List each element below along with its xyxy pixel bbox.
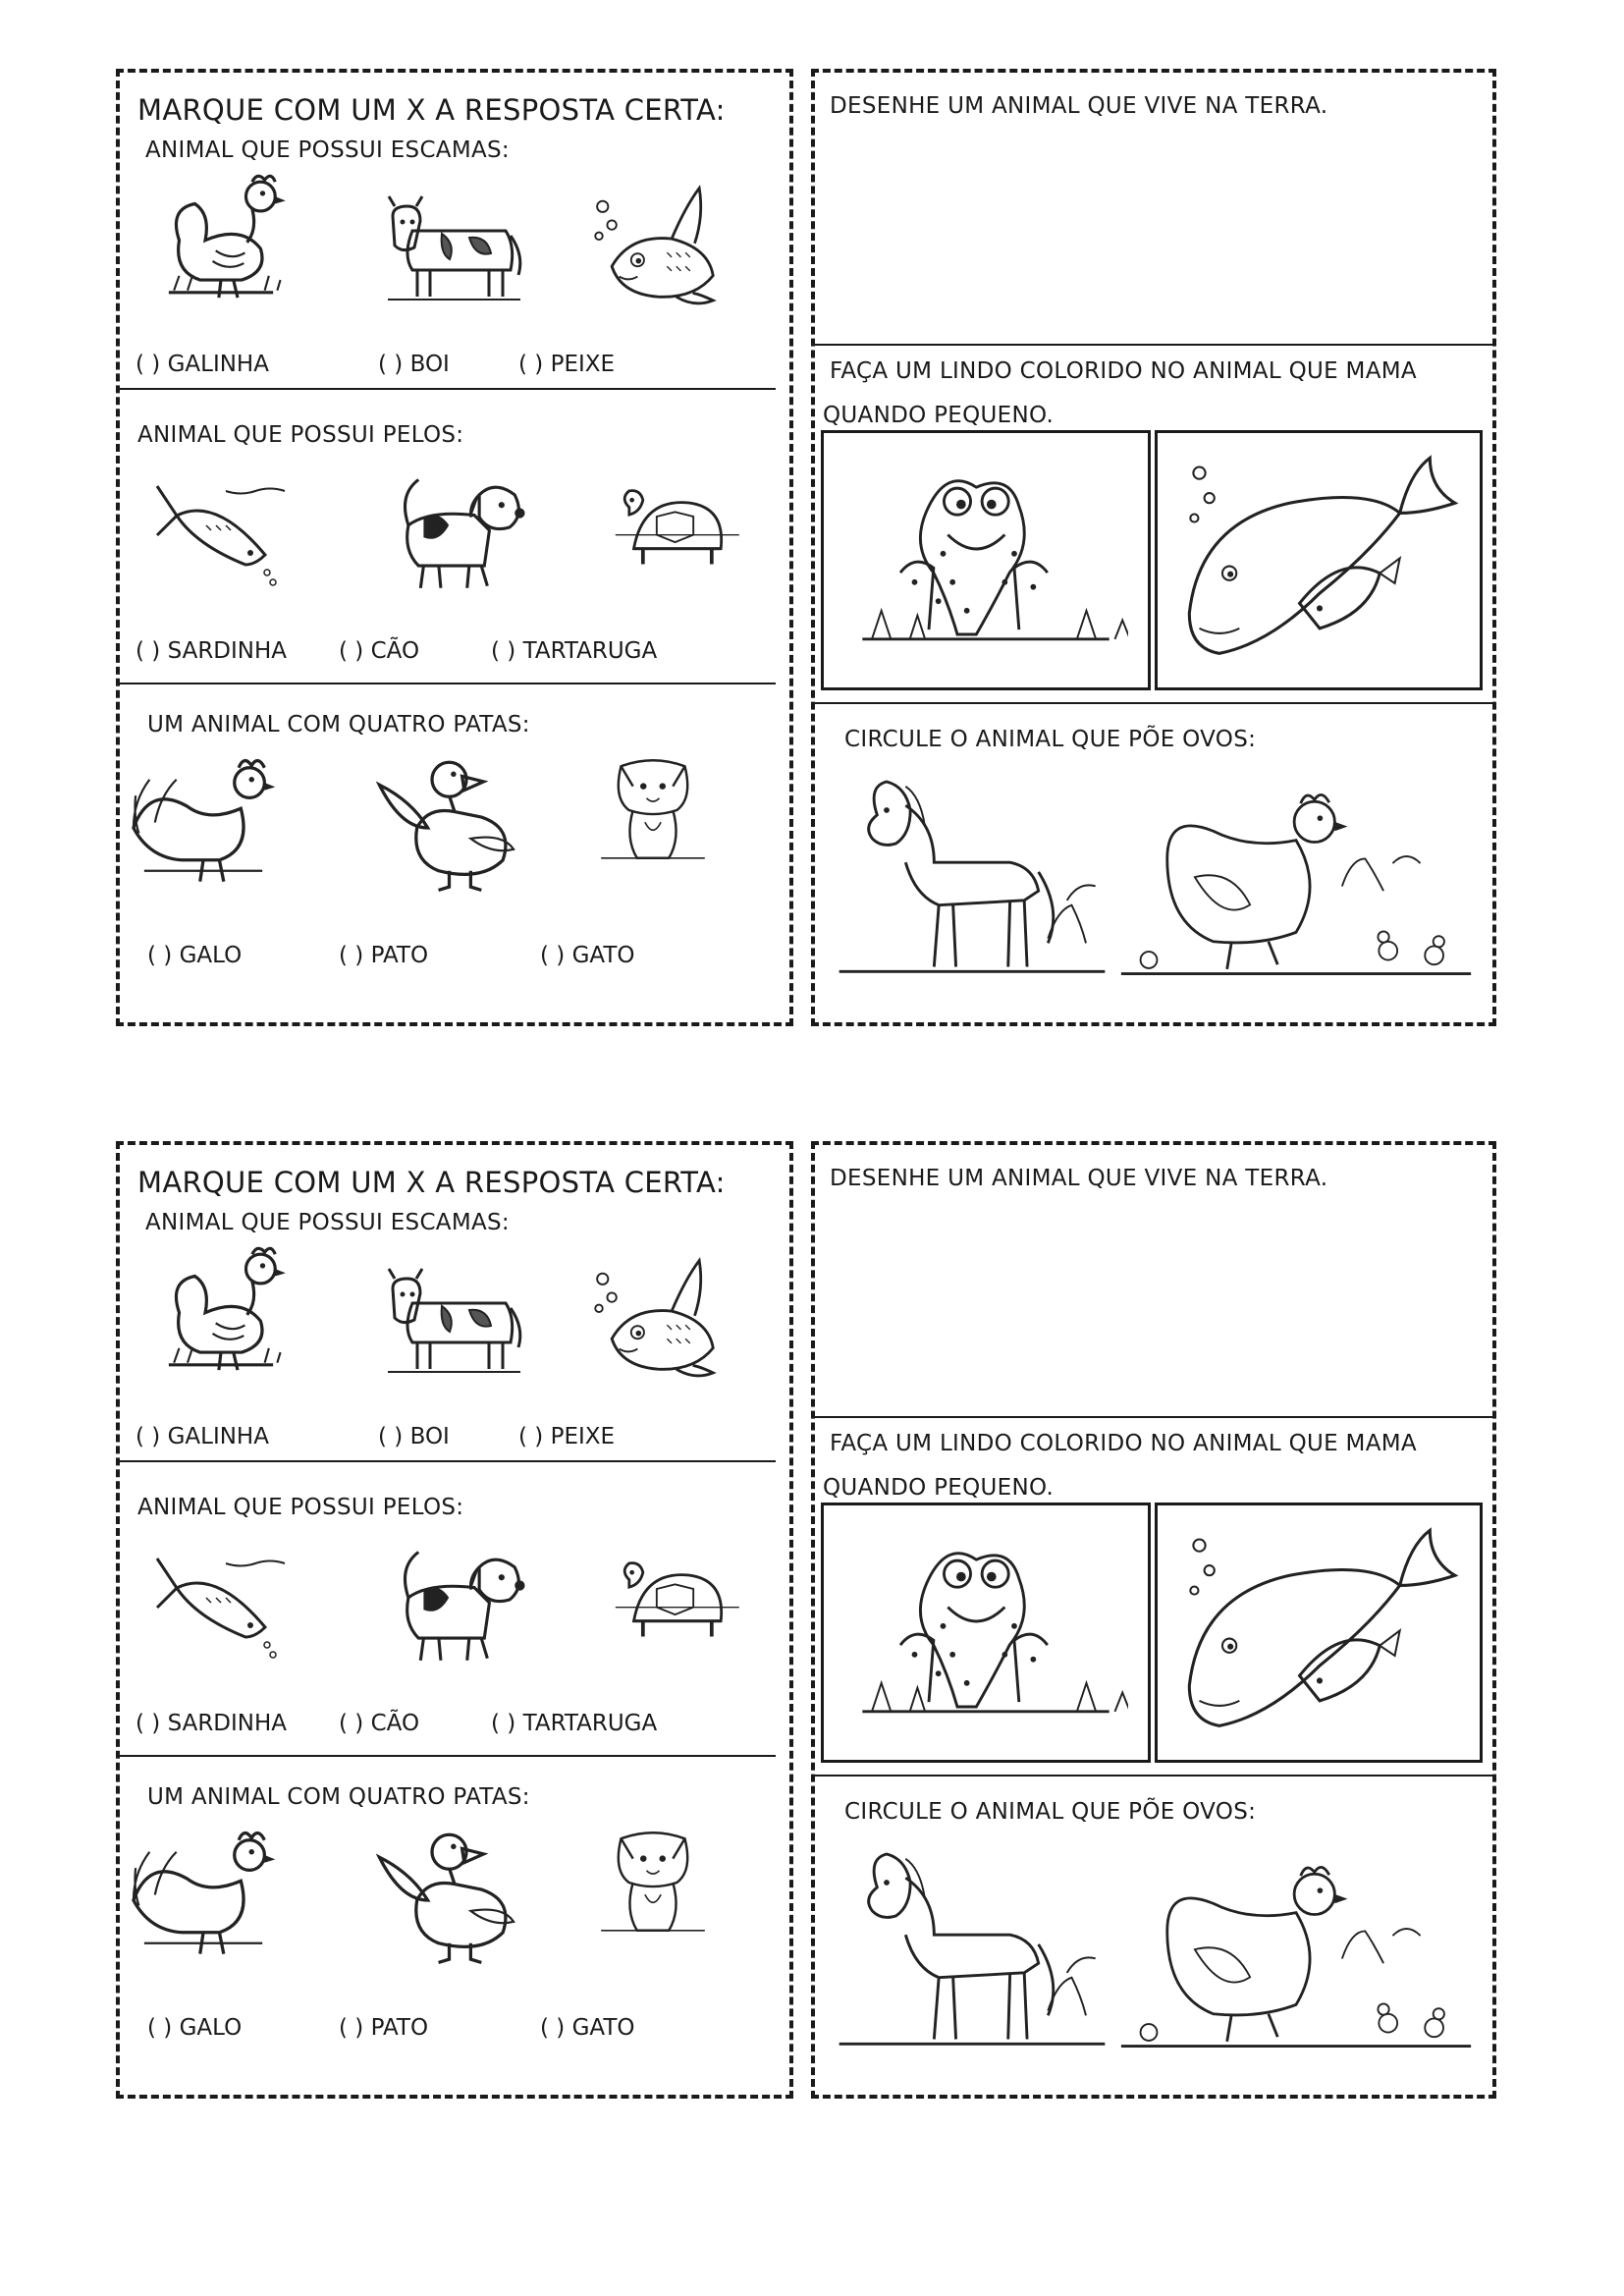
- option-peixe[interactable]: ( ) PEIXE: [518, 352, 616, 377]
- drawing-area[interactable]: [823, 1198, 1483, 1414]
- draw-prompt: DESENHE UM ANIMAL QUE VIVE NA TERRA.: [830, 93, 1328, 119]
- section-divider: [811, 344, 1492, 346]
- fish-icon: [584, 172, 731, 324]
- circle-prompt: CIRCULE O ANIMAL QUE PÕE OVOS:: [844, 727, 1257, 752]
- section-divider: [120, 1460, 776, 1462]
- whale-picture-box[interactable]: [1155, 430, 1483, 690]
- duck-icon: [363, 741, 535, 903]
- worksheet-title: MARQUE COM UM X A RESPOSTA CERTA:: [137, 93, 726, 127]
- option-galinha[interactable]: ( ) GALINHA: [135, 352, 269, 377]
- turtle-icon: [589, 1534, 761, 1671]
- whale-icon: [1167, 1515, 1472, 1756]
- hen-with-chicks-icon[interactable]: [1110, 776, 1483, 997]
- section-divider: [120, 388, 776, 390]
- color-prompt-line2: QUANDO PEQUENO.: [823, 403, 1055, 428]
- option-sardinha[interactable]: ( ) SARDINHA: [135, 638, 288, 664]
- frog-icon: [843, 1520, 1128, 1751]
- worksheet-top: [0, 0, 1624, 1031]
- draw-prompt: DESENHE UM ANIMAL QUE VIVE NA TERRA.: [830, 1166, 1328, 1191]
- question-fur-prompt: ANIMAL QUE POSSUI PELOS:: [137, 422, 464, 448]
- frog-icon: [843, 448, 1128, 679]
- duck-icon: [363, 1814, 535, 1976]
- cat-icon: [589, 717, 717, 903]
- hen-with-chicks-icon[interactable]: [1110, 1848, 1483, 2069]
- dog-icon: [378, 1524, 540, 1681]
- option-pato[interactable]: ( ) PATO: [339, 943, 429, 968]
- section-divider: [811, 1775, 1492, 1777]
- frog-picture-box[interactable]: [821, 1503, 1151, 1763]
- drawing-area[interactable]: [823, 126, 1483, 342]
- option-boi[interactable]: ( ) BOI: [378, 1424, 450, 1449]
- rooster-icon: [123, 741, 295, 903]
- option-galo[interactable]: ( ) GALO: [147, 943, 243, 968]
- rooster-icon: [123, 1814, 295, 1976]
- section-divider: [811, 1416, 1492, 1418]
- section-divider: [120, 683, 776, 684]
- option-sardinha[interactable]: ( ) SARDINHA: [135, 1711, 288, 1736]
- option-tartaruga[interactable]: ( ) TARTARUGA: [491, 1711, 658, 1736]
- whale-icon: [1167, 443, 1472, 683]
- option-cao[interactable]: ( ) CÃO: [339, 638, 420, 664]
- worksheet-title: MARQUE COM UM X A RESPOSTA CERTA:: [137, 1166, 726, 1199]
- question-four-legs-prompt: UM ANIMAL COM QUATRO PATAS:: [147, 712, 530, 738]
- turtle-icon: [589, 462, 761, 599]
- circle-prompt: CIRCULE O ANIMAL QUE PÕE OVOS:: [844, 1799, 1257, 1825]
- dog-icon: [378, 452, 540, 609]
- fish-icon: [584, 1244, 731, 1396]
- option-cao[interactable]: ( ) CÃO: [339, 1711, 420, 1736]
- sardine-icon: [137, 1524, 295, 1681]
- question-scales-prompt: ANIMAL QUE POSSUI ESCAMAS:: [145, 1210, 510, 1235]
- cat-icon: [589, 1789, 717, 1976]
- option-tartaruga[interactable]: ( ) TARTARUGA: [491, 638, 658, 664]
- option-pato[interactable]: ( ) PATO: [339, 2015, 429, 2041]
- option-galinha[interactable]: ( ) GALINHA: [135, 1424, 269, 1449]
- option-galo[interactable]: ( ) GALO: [147, 2015, 243, 2041]
- sardine-icon: [137, 452, 295, 609]
- option-boi[interactable]: ( ) BOI: [378, 352, 450, 377]
- section-divider: [120, 1755, 776, 1757]
- whale-picture-box[interactable]: [1155, 1503, 1483, 1763]
- horse-icon[interactable]: [830, 1838, 1114, 2069]
- hen-icon: [137, 167, 304, 324]
- question-fur-prompt: ANIMAL QUE POSSUI PELOS:: [137, 1495, 464, 1520]
- color-prompt-line1: FAÇA UM LINDO COLORIDO NO ANIMAL QUE MAMA: [830, 358, 1417, 384]
- color-prompt-line1: FAÇA UM LINDO COLORIDO NO ANIMAL QUE MAMA: [830, 1431, 1417, 1456]
- cow-icon: [373, 1249, 530, 1396]
- cow-icon: [373, 177, 530, 324]
- color-prompt-line2: QUANDO PEQUENO.: [823, 1475, 1055, 1501]
- question-scales-prompt: ANIMAL QUE POSSUI ESCAMAS:: [145, 137, 510, 163]
- option-gato[interactable]: ( ) GATO: [540, 943, 635, 968]
- option-peixe[interactable]: ( ) PEIXE: [518, 1424, 616, 1449]
- worksheet-bottom: [0, 1072, 1624, 2104]
- option-gato[interactable]: ( ) GATO: [540, 2015, 635, 2041]
- hen-icon: [137, 1239, 304, 1396]
- question-four-legs-prompt: UM ANIMAL COM QUATRO PATAS:: [147, 1784, 530, 1810]
- horse-icon[interactable]: [830, 766, 1114, 997]
- frog-picture-box[interactable]: [821, 430, 1151, 690]
- section-divider: [811, 702, 1492, 704]
